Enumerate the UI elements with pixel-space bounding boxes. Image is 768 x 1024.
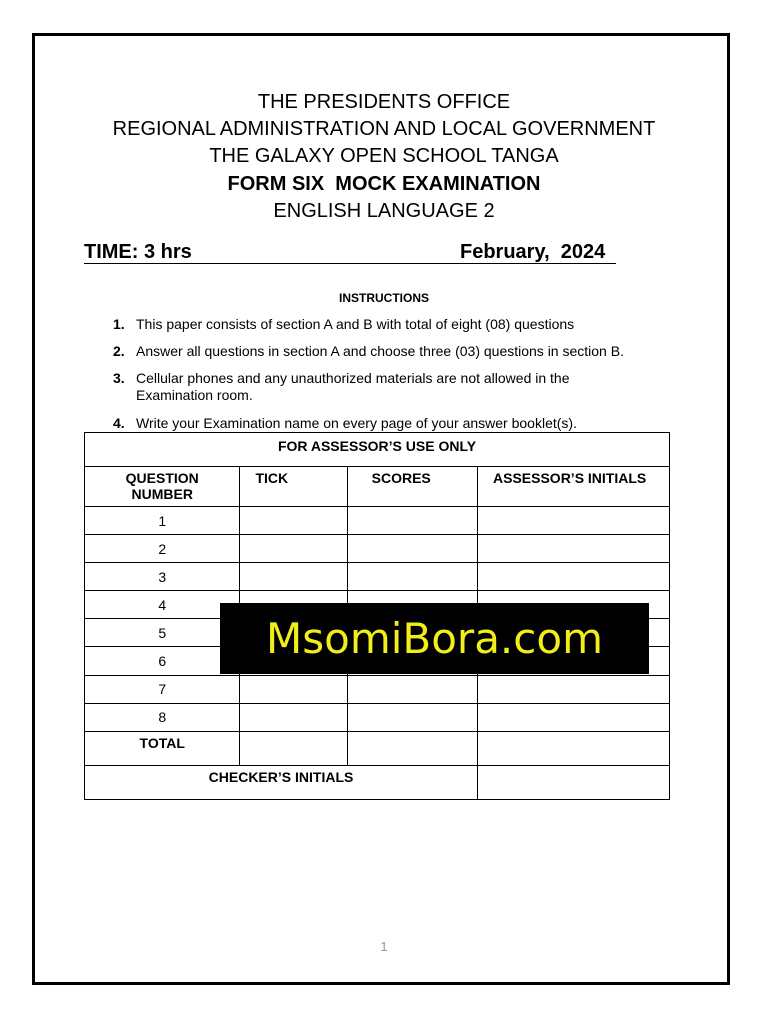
score-cell[interactable] <box>347 563 477 591</box>
tick-cell[interactable] <box>240 675 347 703</box>
column-header-tick: TICK <box>240 467 347 507</box>
question-number-cell: 6 <box>85 647 240 675</box>
tick-cell[interactable] <box>240 563 347 591</box>
checker-initials-cell[interactable] <box>478 765 670 799</box>
header-line-1: THE PRESIDENTS OFFICE <box>257 91 511 113</box>
instruction-number: 4. <box>113 415 125 431</box>
checker-label: CHECKER’S INITIALS <box>85 765 478 799</box>
page-number: 1 <box>380 939 388 954</box>
assessor-table-title: FOR ASSESSOR’S USE ONLY <box>85 433 670 467</box>
total-initials-cell[interactable] <box>478 731 670 765</box>
instruction-text: This paper consists of section A and B with total of eight (08) questions <box>136 316 575 332</box>
column-header-question: QUESTION NUMBER <box>85 467 240 507</box>
score-cell[interactable] <box>347 675 477 703</box>
watermark-banner <box>220 603 649 674</box>
total-label: TOTAL <box>85 731 240 765</box>
instruction-number: 2. <box>113 343 125 359</box>
header-rule <box>84 263 616 264</box>
column-header-initials: ASSESSOR’S INITIALS <box>478 467 670 507</box>
total-score-cell[interactable] <box>347 731 477 765</box>
tick-cell[interactable] <box>240 703 347 731</box>
question-number-cell: 3 <box>85 563 240 591</box>
exam-date: February, 2024 <box>460 241 606 263</box>
tick-cell[interactable] <box>240 507 347 535</box>
watermark-text: MsomiBora.com <box>266 614 603 663</box>
instruction-text: Write your Examination name on every page of your answer booklet(s). <box>136 415 577 431</box>
header-line-3: THE GALAXY OPEN SCHOOL TANGA <box>209 145 559 167</box>
score-cell[interactable] <box>347 703 477 731</box>
score-cell[interactable] <box>347 507 477 535</box>
instruction-text: Cellular phones and any unauthorized materials are not allowed in the Examination room. <box>136 370 570 403</box>
instructions-title: INSTRUCTIONS <box>339 291 429 305</box>
tick-cell[interactable] <box>240 535 347 563</box>
initials-cell[interactable] <box>478 675 670 703</box>
initials-cell[interactable] <box>478 563 670 591</box>
question-number-cell: 1 <box>85 507 240 535</box>
question-number-cell: 2 <box>85 535 240 563</box>
initials-cell[interactable] <box>478 507 670 535</box>
header-line-2: REGIONAL ADMINISTRATION AND LOCAL GOVERNMENT <box>112 118 656 140</box>
initials-cell[interactable] <box>478 703 670 731</box>
question-number-cell: 5 <box>85 619 240 647</box>
column-header-scores: SCORES <box>347 467 477 507</box>
exam-time: TIME: 3 hrs <box>84 241 192 263</box>
question-number-cell: 4 <box>85 591 240 619</box>
instruction-number: 1. <box>113 316 125 332</box>
question-number-cell: 8 <box>85 703 240 731</box>
instruction-text: Answer all questions in section A and choose three (03) questions in section B. <box>136 343 624 359</box>
instruction-number: 3. <box>113 370 125 386</box>
exam-title: FORM SIX MOCK EXAMINATION <box>227 173 541 195</box>
subject-title: ENGLISH LANGUAGE 2 <box>273 200 495 222</box>
total-tick-cell[interactable] <box>240 731 347 765</box>
initials-cell[interactable] <box>478 535 670 563</box>
question-number-cell: 7 <box>85 675 240 703</box>
score-cell[interactable] <box>347 535 477 563</box>
